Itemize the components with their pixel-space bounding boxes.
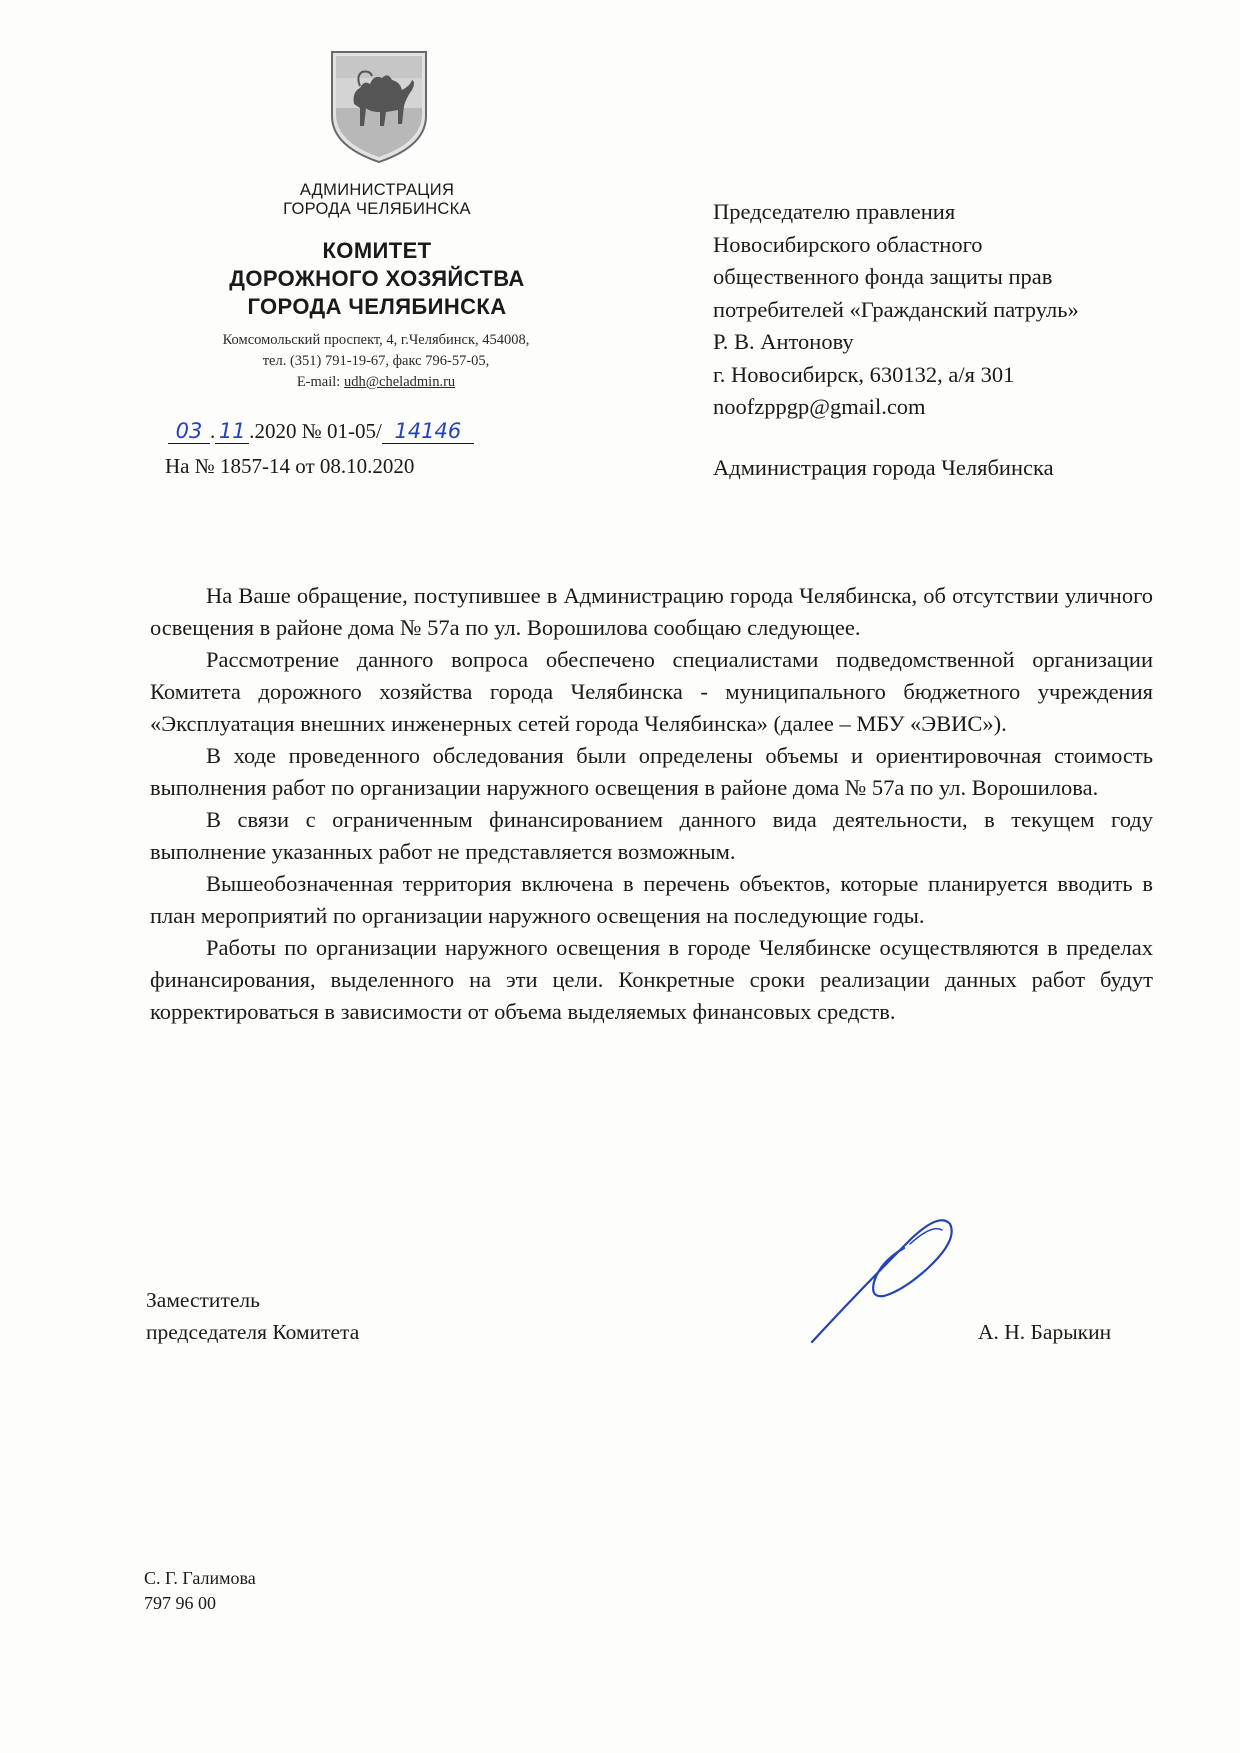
registration-line bbox=[168, 419, 474, 444]
body-paragraph-4: В связи с ограниченным финансированием данного вида деятельности, в текущем году выполнение указанных работ не представляется возможным. bbox=[150, 807, 1153, 864]
letter-body bbox=[150, 580, 1153, 1028]
committee-contacts bbox=[160, 330, 592, 393]
committee-address: Комсомольский проспект, 4, г.Челябинск, 454008, bbox=[222, 332, 530, 348]
handwritten-signature-icon bbox=[800, 1210, 970, 1350]
addressee-line-7: noofzppgp@gmail.com bbox=[713, 394, 926, 419]
registration-date-separator: . bbox=[210, 419, 216, 443]
addressee-line-5: Р. В. Антонову bbox=[713, 329, 854, 354]
body-paragraph-3: В ходе проведенного обследования были определены объемы и ориентировочная стоимость выполнения работ по организации наружного освещения в районе дома № 57а по ул. Ворошилова. bbox=[150, 743, 1153, 800]
committee-email-line bbox=[160, 372, 592, 393]
addressee-line-4: потребителей «Гражданский патруль» bbox=[713, 296, 1079, 322]
body-paragraph-1: На Ваше обращение, поступившее в Администрацию города Челябинска, об отсутствии уличного освещения в районе дома № 57а по ул. Ворошилова сообщаю следующее. bbox=[150, 583, 1153, 640]
committee-line-1: КОМИТЕТ bbox=[322, 238, 432, 263]
addressee-line-1: Председателю правления bbox=[713, 199, 956, 224]
committee-name bbox=[182, 237, 572, 321]
committee-line-2: ДОРОЖНОГО ХОЗЯЙСТВА bbox=[229, 266, 525, 291]
email-label: E-mail: bbox=[296, 374, 344, 390]
signer-title-line-1: Заместитель bbox=[146, 1288, 260, 1312]
committee-phone: тел. (351) 791-19-67, факс 796-57-05, bbox=[262, 353, 490, 369]
signer-title-line-2: председателя Комитета bbox=[146, 1320, 360, 1344]
addressee-block bbox=[713, 196, 1079, 484]
signer-name: А. Н. Барыкин bbox=[978, 1320, 1112, 1344]
registration-year-prefix: .2020 № 01-05/ bbox=[249, 419, 382, 443]
addressee-copy: Администрация города Челябинска bbox=[713, 454, 1054, 480]
registration-day: 03 bbox=[168, 419, 210, 444]
executor-name: С. Г. Галимова bbox=[144, 1568, 256, 1588]
addressee-line-3: общественного фонда защиты прав bbox=[713, 264, 1053, 289]
addressee-line-2: Новосибирского областного bbox=[713, 231, 983, 257]
body-paragraph-6: Работы по организации наружного освещения в городе Челябинске осуществляются в пределах финансирования, выделенного на эти цели. Конкретные сроки реализации данных работ будут корректироваться в зависимости от объема выделяемых финансовых средств. bbox=[150, 935, 1153, 1024]
committee-email: udh@cheladmin.ru bbox=[343, 374, 456, 390]
admin-line-2: ГОРОДА ЧЕЛЯБИНСКА bbox=[283, 200, 471, 218]
registration-number: 14146 bbox=[382, 419, 474, 444]
administration-name bbox=[222, 181, 532, 219]
body-paragraph-2: Рассмотрение данного вопроса обеспечено специалистами подведомственной организации Комитета дорожного хозяйства города Челябинска - муниципального бюджетного учреждения «Эксплуатация внешних инженерных сетей города Челябинска» (далее – МБУ «ЭВИС»). bbox=[150, 647, 1153, 736]
committee-line-3: ГОРОДА ЧЕЛЯБИНСКА bbox=[247, 294, 507, 319]
signer-title bbox=[146, 1284, 359, 1348]
reply-reference: На № 1857-14 от 08.10.2020 bbox=[165, 454, 415, 478]
registration-month: 11 bbox=[215, 419, 249, 444]
executor-block bbox=[144, 1566, 256, 1616]
addressee-line-6: г. Новосибирск, 630132, а/я 301 bbox=[713, 361, 1015, 387]
addressee-gap bbox=[713, 424, 1079, 452]
admin-line-1: АДМИНИСТРАЦИЯ bbox=[299, 181, 455, 199]
body-paragraph-5: Вышеобозначенная территория включена в перечень объектов, которые планируется вводить в план мероприятий по организации наружного освещения на последующие годы. bbox=[150, 871, 1153, 928]
executor-phone: 797 96 00 bbox=[144, 1593, 216, 1613]
chelyabinsk-coat-of-arms-icon bbox=[326, 46, 432, 166]
